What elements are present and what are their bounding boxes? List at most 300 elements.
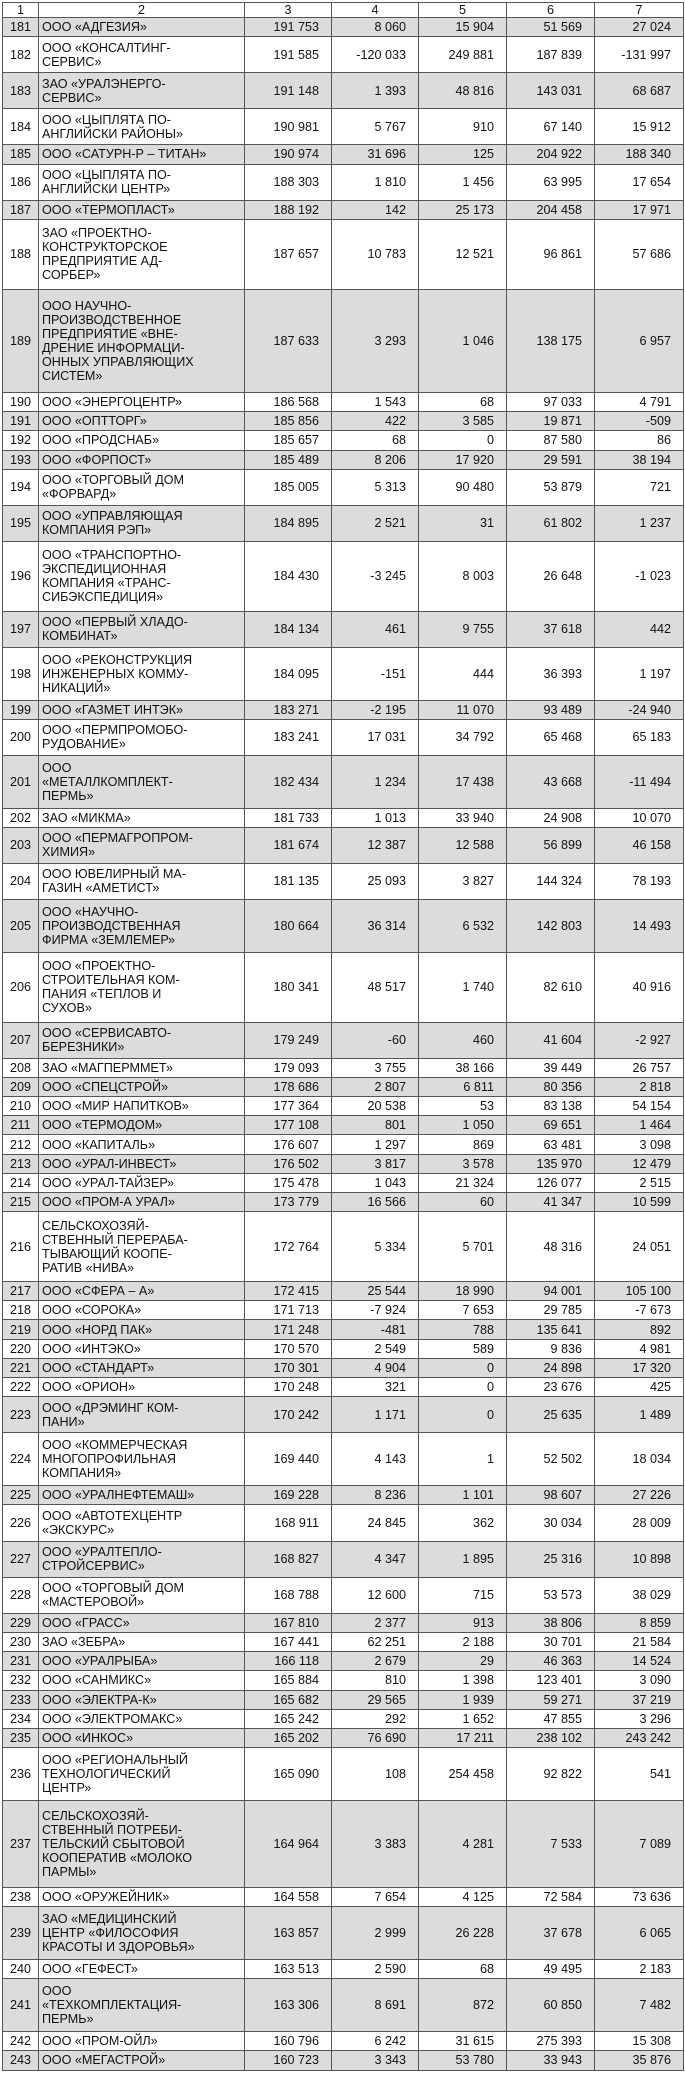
column-4-value-cell: -7 924 bbox=[332, 1301, 419, 1320]
column-4-value-cell: -151 bbox=[332, 647, 419, 700]
column-3-value-cell: 184 895 bbox=[245, 505, 332, 541]
column-4-value-cell: 17 031 bbox=[332, 719, 419, 755]
column-3-value-cell: 187 657 bbox=[245, 219, 332, 289]
company-name-cell: ООО «ЭЛЕКТРОМАКС» bbox=[39, 1709, 245, 1728]
column-7-value-cell: 14 493 bbox=[595, 899, 684, 952]
column-3-value-cell: 167 441 bbox=[245, 1632, 332, 1651]
company-name-cell: ООО «РЕКОНСТРУКЦИЯ ИНЖЕНЕРНЫХ КОММУ- НИКАЦИЙ» bbox=[39, 647, 245, 700]
column-4-value-cell: 1 297 bbox=[332, 1135, 419, 1154]
column-3-value-cell: 170 301 bbox=[245, 1358, 332, 1377]
column-3-value-cell: 163 857 bbox=[245, 1906, 332, 1959]
column-7-value-cell: 38 029 bbox=[595, 1577, 684, 1613]
column-4-value-cell: 292 bbox=[332, 1709, 419, 1728]
row-number-cell: 203 bbox=[3, 827, 39, 863]
column-6-value-cell: 187 839 bbox=[507, 37, 595, 73]
row-number-cell: 193 bbox=[3, 450, 39, 469]
column-4-value-cell: 1 013 bbox=[332, 808, 419, 827]
column-header-4: 4 bbox=[332, 3, 419, 18]
column-3-value-cell: 176 607 bbox=[245, 1135, 332, 1154]
column-5-value-cell: 254 458 bbox=[419, 1748, 507, 1801]
table-row bbox=[3, 1505, 684, 1541]
column-4-value-cell: 3 817 bbox=[332, 1154, 419, 1173]
column-6-value-cell: 126 077 bbox=[507, 1173, 595, 1192]
table-row bbox=[3, 505, 684, 541]
column-4-value-cell: 1 543 bbox=[332, 392, 419, 411]
column-4-value-cell: 36 314 bbox=[332, 899, 419, 952]
company-name-cell: ООО «ПРОМ-А УРАЛ» bbox=[39, 1193, 245, 1212]
column-7-value-cell: -24 940 bbox=[595, 700, 684, 719]
column-6-value-cell: 48 316 bbox=[507, 1212, 595, 1282]
row-number-cell: 191 bbox=[3, 412, 39, 431]
row-number-cell: 229 bbox=[3, 1613, 39, 1632]
row-number-cell: 189 bbox=[3, 289, 39, 392]
column-7-value-cell: 188 340 bbox=[595, 145, 684, 164]
company-name-cell: ООО «СФЕРА – А» bbox=[39, 1282, 245, 1301]
company-name-cell: ЗАО «МЕДИЦИНСКИЙ ЦЕНТР «ФИЛОСОФИЯ КРАСОТЫ И ЗДОРОВЬЯ» bbox=[39, 1906, 245, 1959]
column-7-value-cell: -1 023 bbox=[595, 541, 684, 611]
company-name-cell: ЗАО «ПРОЕКТНО- КОНСТРУКТОРСКОЕ ПРЕДПРИЯТИЕ АД- СОРБЕР» bbox=[39, 219, 245, 289]
column-3-value-cell: 168 827 bbox=[245, 1541, 332, 1577]
column-7-value-cell: 4 791 bbox=[595, 392, 684, 411]
column-7-value-cell: 3 296 bbox=[595, 1709, 684, 1728]
column-3-value-cell: 191 585 bbox=[245, 37, 332, 73]
row-number-cell: 195 bbox=[3, 505, 39, 541]
column-3-value-cell: 169 228 bbox=[245, 1486, 332, 1505]
column-3-value-cell: 168 788 bbox=[245, 1577, 332, 1613]
column-4-value-cell: 24 845 bbox=[332, 1505, 419, 1541]
column-6-value-cell: 59 271 bbox=[507, 1690, 595, 1709]
column-7-value-cell: 10 070 bbox=[595, 808, 684, 827]
column-6-value-cell: 29 591 bbox=[507, 450, 595, 469]
table-row bbox=[3, 37, 684, 73]
column-5-value-cell: 788 bbox=[419, 1320, 507, 1339]
row-number-cell: 209 bbox=[3, 1077, 39, 1096]
column-7-value-cell: 17 320 bbox=[595, 1358, 684, 1377]
row-number-cell: 232 bbox=[3, 1671, 39, 1690]
row-number-cell: 197 bbox=[3, 611, 39, 647]
column-7-value-cell: 892 bbox=[595, 1320, 684, 1339]
company-name-cell: ООО «УРАЛ-ИНВЕСТ» bbox=[39, 1154, 245, 1173]
column-7-value-cell: 1 237 bbox=[595, 505, 684, 541]
column-7-value-cell: 18 034 bbox=[595, 1433, 684, 1486]
column-4-value-cell: 31 696 bbox=[332, 145, 419, 164]
column-6-value-cell: 38 806 bbox=[507, 1613, 595, 1632]
column-header-5: 5 bbox=[419, 3, 507, 18]
column-7-value-cell: 17 971 bbox=[595, 200, 684, 219]
column-5-value-cell: 715 bbox=[419, 1577, 507, 1613]
column-7-value-cell: 38 194 bbox=[595, 450, 684, 469]
column-7-value-cell: 425 bbox=[595, 1378, 684, 1397]
column-5-value-cell: 1 046 bbox=[419, 289, 507, 392]
column-3-value-cell: 160 723 bbox=[245, 2050, 332, 2070]
column-7-value-cell: 40 916 bbox=[595, 952, 684, 1022]
table-row bbox=[3, 431, 684, 450]
ranking-table bbox=[2, 2, 684, 2071]
column-7-value-cell: -509 bbox=[595, 412, 684, 431]
column-7-value-cell: 10 599 bbox=[595, 1193, 684, 1212]
row-number-cell: 221 bbox=[3, 1358, 39, 1377]
column-5-value-cell: 18 990 bbox=[419, 1282, 507, 1301]
row-number-cell: 219 bbox=[3, 1320, 39, 1339]
table-body bbox=[3, 18, 684, 2071]
company-name-cell: ООО «САТУРН-Р – ТИТАН» bbox=[39, 145, 245, 164]
column-7-value-cell: 8 859 bbox=[595, 1613, 684, 1632]
column-6-value-cell: 24 908 bbox=[507, 808, 595, 827]
column-3-value-cell: 168 911 bbox=[245, 1505, 332, 1541]
company-name-cell: ООО «СОРОКА» bbox=[39, 1301, 245, 1320]
column-3-value-cell: 180 664 bbox=[245, 899, 332, 952]
column-5-value-cell: 17 438 bbox=[419, 755, 507, 808]
column-7-value-cell: 37 219 bbox=[595, 1690, 684, 1709]
column-7-value-cell: 1 197 bbox=[595, 647, 684, 700]
column-3-value-cell: 172 415 bbox=[245, 1282, 332, 1301]
column-3-value-cell: 191 753 bbox=[245, 18, 332, 37]
column-4-value-cell: 2 679 bbox=[332, 1652, 419, 1671]
company-name-cell: ООО «ПРОЕКТНО- СТРОИТЕЛЬНАЯ КОМ- ПАНИЯ «ТЕПЛОВ И СУХОВ» bbox=[39, 952, 245, 1022]
column-3-value-cell: 179 249 bbox=[245, 1022, 332, 1058]
column-6-value-cell: 30 701 bbox=[507, 1632, 595, 1651]
company-name-cell: ООО «ЭНЕРГОЦЕНТР» bbox=[39, 392, 245, 411]
column-6-value-cell: 23 676 bbox=[507, 1378, 595, 1397]
column-6-value-cell: 97 033 bbox=[507, 392, 595, 411]
column-5-value-cell: 0 bbox=[419, 1358, 507, 1377]
row-number-cell: 190 bbox=[3, 392, 39, 411]
column-3-value-cell: 165 090 bbox=[245, 1748, 332, 1801]
column-header-2: 2 bbox=[39, 3, 245, 18]
company-name-cell: ООО «ГАЗМЕТ ИНТЭК» bbox=[39, 700, 245, 719]
column-5-value-cell: 15 904 bbox=[419, 18, 507, 37]
table-row bbox=[3, 1116, 684, 1135]
row-number-cell: 241 bbox=[3, 1978, 39, 2031]
column-3-value-cell: 188 303 bbox=[245, 164, 332, 200]
column-6-value-cell: 46 363 bbox=[507, 1652, 595, 1671]
column-5-value-cell: 29 bbox=[419, 1652, 507, 1671]
company-name-cell: ООО «КОНСАЛТИНГ- СЕРВИС» bbox=[39, 37, 245, 73]
table-row bbox=[3, 1378, 684, 1397]
column-6-value-cell: 142 803 bbox=[507, 899, 595, 952]
row-number-cell: 235 bbox=[3, 1728, 39, 1747]
column-4-value-cell: 3 383 bbox=[332, 1801, 419, 1888]
column-7-value-cell: 27 024 bbox=[595, 18, 684, 37]
table-row bbox=[3, 1397, 684, 1433]
column-4-value-cell: 108 bbox=[332, 1748, 419, 1801]
column-5-value-cell: 1 740 bbox=[419, 952, 507, 1022]
column-5-value-cell: 125 bbox=[419, 145, 507, 164]
column-5-value-cell: 31 615 bbox=[419, 2031, 507, 2050]
column-4-value-cell: 2 549 bbox=[332, 1339, 419, 1358]
table-row bbox=[3, 219, 684, 289]
column-5-value-cell: 68 bbox=[419, 392, 507, 411]
column-4-value-cell: 5 334 bbox=[332, 1212, 419, 1282]
company-name-cell: ООО «ТЕРМОДОМ» bbox=[39, 1116, 245, 1135]
row-number-cell: 201 bbox=[3, 755, 39, 808]
column-4-value-cell: 3 293 bbox=[332, 289, 419, 392]
company-name-cell: ООО «ОРУЖЕЙНИК» bbox=[39, 1887, 245, 1906]
row-number-cell: 205 bbox=[3, 899, 39, 952]
column-5-value-cell: 17 920 bbox=[419, 450, 507, 469]
column-4-value-cell: 29 565 bbox=[332, 1690, 419, 1709]
company-name-cell: ЗАО «ЗЕБРА» bbox=[39, 1632, 245, 1651]
column-6-value-cell: 49 495 bbox=[507, 1959, 595, 1978]
table-row bbox=[3, 1212, 684, 1282]
column-7-value-cell: 10 898 bbox=[595, 1541, 684, 1577]
table-row bbox=[3, 1058, 684, 1077]
company-name-cell: ООО «МЕТАЛЛКОМПЛЕКТ- ПЕРМЬ» bbox=[39, 755, 245, 808]
row-number-cell: 230 bbox=[3, 1632, 39, 1651]
column-4-value-cell: 2 377 bbox=[332, 1613, 419, 1632]
column-6-value-cell: 25 635 bbox=[507, 1397, 595, 1433]
company-name-cell: ООО «ТЕХКОМПЛЕКТАЦИЯ- ПЕРМЬ» bbox=[39, 1978, 245, 2031]
column-5-value-cell: 589 bbox=[419, 1339, 507, 1358]
row-number-cell: 215 bbox=[3, 1193, 39, 1212]
column-7-value-cell: 86 bbox=[595, 431, 684, 450]
column-4-value-cell: 142 bbox=[332, 200, 419, 219]
table-row bbox=[3, 1358, 684, 1377]
row-number-cell: 225 bbox=[3, 1486, 39, 1505]
table-row bbox=[3, 1652, 684, 1671]
column-5-value-cell: 12 521 bbox=[419, 219, 507, 289]
row-number-cell: 228 bbox=[3, 1577, 39, 1613]
table-row bbox=[3, 1978, 684, 2031]
column-7-value-cell: 27 226 bbox=[595, 1486, 684, 1505]
column-5-value-cell: 9 755 bbox=[419, 611, 507, 647]
column-6-value-cell: 19 871 bbox=[507, 412, 595, 431]
column-3-value-cell: 165 682 bbox=[245, 1690, 332, 1709]
column-6-value-cell: 92 822 bbox=[507, 1748, 595, 1801]
row-number-cell: 243 bbox=[3, 2050, 39, 2070]
column-5-value-cell: 53 bbox=[419, 1097, 507, 1116]
column-7-value-cell: -131 997 bbox=[595, 37, 684, 73]
column-6-value-cell: 204 922 bbox=[507, 145, 595, 164]
column-5-value-cell: 21 324 bbox=[419, 1173, 507, 1192]
company-name-cell: ООО ЮВЕЛИРНЫЙ МА- ГАЗИН «АМЕТИСТ» bbox=[39, 863, 245, 899]
row-number-cell: 239 bbox=[3, 1906, 39, 1959]
column-5-value-cell: 60 bbox=[419, 1193, 507, 1212]
column-header-1: 1 bbox=[3, 3, 39, 18]
row-number-cell: 237 bbox=[3, 1801, 39, 1888]
column-5-value-cell: 3 578 bbox=[419, 1154, 507, 1173]
column-4-value-cell: 25 544 bbox=[332, 1282, 419, 1301]
table-row bbox=[3, 1193, 684, 1212]
column-5-value-cell: 90 480 bbox=[419, 469, 507, 505]
table-row bbox=[3, 1748, 684, 1801]
column-3-value-cell: 181 674 bbox=[245, 827, 332, 863]
table-row bbox=[3, 200, 684, 219]
column-6-value-cell: 83 138 bbox=[507, 1097, 595, 1116]
column-3-value-cell: 187 633 bbox=[245, 289, 332, 392]
company-name-cell: ООО «ПЕРМАГРОПРОМ- ХИМИЯ» bbox=[39, 827, 245, 863]
column-3-value-cell: 173 779 bbox=[245, 1193, 332, 1212]
company-name-cell: ООО «МЕГАСТРОЙ» bbox=[39, 2050, 245, 2070]
column-7-value-cell: 105 100 bbox=[595, 1282, 684, 1301]
column-5-value-cell: 1 bbox=[419, 1433, 507, 1486]
column-4-value-cell: 2 807 bbox=[332, 1077, 419, 1096]
company-name-cell: ООО «НОРД ПАК» bbox=[39, 1320, 245, 1339]
company-name-cell: ООО «КОММЕРЧЕСКАЯ МНОГОПРОФИЛЬНАЯ КОМПАНИЯ» bbox=[39, 1433, 245, 1486]
column-6-value-cell: 93 489 bbox=[507, 700, 595, 719]
company-name-cell: ООО «РЕГИОНАЛЬНЫЙ ТЕХНОЛОГИЧЕСКИЙ ЦЕНТР» bbox=[39, 1748, 245, 1801]
column-7-value-cell: 21 584 bbox=[595, 1632, 684, 1651]
column-5-value-cell: 1 456 bbox=[419, 164, 507, 200]
table-row bbox=[3, 863, 684, 899]
column-7-value-cell: 4 981 bbox=[595, 1339, 684, 1358]
column-3-value-cell: 184 430 bbox=[245, 541, 332, 611]
company-name-cell: ООО «ЦЫПЛЯТА ПО- АНГЛИЙСКИ РАЙОНЫ» bbox=[39, 109, 245, 145]
row-number-cell: 223 bbox=[3, 1397, 39, 1433]
column-4-value-cell: 62 251 bbox=[332, 1632, 419, 1651]
column-3-value-cell: 163 513 bbox=[245, 1959, 332, 1978]
column-5-value-cell: 362 bbox=[419, 1505, 507, 1541]
table-row bbox=[3, 1320, 684, 1339]
company-name-cell: ООО «УРАЛ-ТАЙЗЕР» bbox=[39, 1173, 245, 1192]
company-name-cell: ООО «ЭЛЕКТРА-К» bbox=[39, 1690, 245, 1709]
column-6-value-cell: 72 584 bbox=[507, 1887, 595, 1906]
column-3-value-cell: 167 810 bbox=[245, 1613, 332, 1632]
row-number-cell: 182 bbox=[3, 37, 39, 73]
table-row bbox=[3, 1541, 684, 1577]
column-3-value-cell: 165 242 bbox=[245, 1709, 332, 1728]
column-5-value-cell: 460 bbox=[419, 1022, 507, 1058]
column-6-value-cell: 41 347 bbox=[507, 1193, 595, 1212]
column-6-value-cell: 53 573 bbox=[507, 1577, 595, 1613]
company-name-cell: ООО «УРАЛРЫБА» bbox=[39, 1652, 245, 1671]
column-4-value-cell: 8 060 bbox=[332, 18, 419, 37]
company-name-cell: ООО «ОПТТОРГ» bbox=[39, 412, 245, 431]
table-row bbox=[3, 1339, 684, 1358]
row-number-cell: 218 bbox=[3, 1301, 39, 1320]
column-5-value-cell: 913 bbox=[419, 1613, 507, 1632]
column-6-value-cell: 37 618 bbox=[507, 611, 595, 647]
company-name-cell: ООО «ИНКОС» bbox=[39, 1728, 245, 1747]
column-6-value-cell: 87 580 bbox=[507, 431, 595, 450]
table-row bbox=[3, 1632, 684, 1651]
column-7-value-cell: 46 158 bbox=[595, 827, 684, 863]
company-name-cell: ООО «МИР НАПИТКОВ» bbox=[39, 1097, 245, 1116]
column-3-value-cell: 169 440 bbox=[245, 1433, 332, 1486]
column-3-value-cell: 165 884 bbox=[245, 1671, 332, 1690]
column-header-6: 6 bbox=[507, 3, 595, 18]
column-4-value-cell: 48 517 bbox=[332, 952, 419, 1022]
column-7-value-cell: 68 687 bbox=[595, 73, 684, 109]
company-name-cell: ООО «СТАНДАРТ» bbox=[39, 1358, 245, 1377]
column-3-value-cell: 171 248 bbox=[245, 1320, 332, 1339]
column-3-value-cell: 164 964 bbox=[245, 1801, 332, 1888]
company-name-cell: ООО «ТЕРМОПЛАСТ» bbox=[39, 200, 245, 219]
column-7-value-cell: 6 065 bbox=[595, 1906, 684, 1959]
table-row bbox=[3, 1154, 684, 1173]
column-5-value-cell: 1 398 bbox=[419, 1671, 507, 1690]
table-row bbox=[3, 145, 684, 164]
row-number-cell: 213 bbox=[3, 1154, 39, 1173]
column-5-value-cell: 25 173 bbox=[419, 200, 507, 219]
column-3-value-cell: 163 306 bbox=[245, 1978, 332, 2031]
row-number-cell: 208 bbox=[3, 1058, 39, 1077]
column-7-value-cell: 54 154 bbox=[595, 1097, 684, 1116]
column-5-value-cell: 910 bbox=[419, 109, 507, 145]
company-name-cell: ООО «ГРАСС» bbox=[39, 1613, 245, 1632]
column-4-value-cell: 1 234 bbox=[332, 755, 419, 808]
column-6-value-cell: 30 034 bbox=[507, 1505, 595, 1541]
column-4-value-cell: 4 904 bbox=[332, 1358, 419, 1377]
column-7-value-cell: 35 876 bbox=[595, 2050, 684, 2070]
row-number-cell: 196 bbox=[3, 541, 39, 611]
column-6-value-cell: 135 970 bbox=[507, 1154, 595, 1173]
table-row bbox=[3, 164, 684, 200]
column-4-value-cell: 3 343 bbox=[332, 2050, 419, 2070]
column-3-value-cell: 185 489 bbox=[245, 450, 332, 469]
column-4-value-cell: 1 393 bbox=[332, 73, 419, 109]
column-header-3: 3 bbox=[245, 3, 332, 18]
column-5-value-cell: 3 827 bbox=[419, 863, 507, 899]
column-header-7: 7 bbox=[595, 3, 684, 18]
column-5-value-cell: 68 bbox=[419, 1959, 507, 1978]
table-row bbox=[3, 647, 684, 700]
column-3-value-cell: 185 005 bbox=[245, 469, 332, 505]
column-4-value-cell: 12 600 bbox=[332, 1577, 419, 1613]
column-5-value-cell: 444 bbox=[419, 647, 507, 700]
column-3-value-cell: 188 192 bbox=[245, 200, 332, 219]
column-6-value-cell: 47 855 bbox=[507, 1709, 595, 1728]
table-row bbox=[3, 73, 684, 109]
company-name-cell: ООО «ТОРГОВЫЙ ДОМ «МАСТЕРОВОЙ» bbox=[39, 1577, 245, 1613]
column-3-value-cell: 179 093 bbox=[245, 1058, 332, 1077]
row-number-cell: 231 bbox=[3, 1652, 39, 1671]
table-row bbox=[3, 1959, 684, 1978]
column-6-value-cell: 204 458 bbox=[507, 200, 595, 219]
company-name-cell: ООО «ПРОДСНАБ» bbox=[39, 431, 245, 450]
column-5-value-cell: 26 228 bbox=[419, 1906, 507, 1959]
table-row bbox=[3, 289, 684, 392]
company-name-cell: ООО «ТРАНСПОРТНО- ЭКСПЕДИЦИОННАЯ КОМПАНИЯ «ТРАНС- СИБЭКСПЕДИЦИЯ» bbox=[39, 541, 245, 611]
table-row bbox=[3, 1301, 684, 1320]
column-4-value-cell: 2 590 bbox=[332, 1959, 419, 1978]
company-name-cell: ЗАО «МИКМА» bbox=[39, 808, 245, 827]
table-row bbox=[3, 1282, 684, 1301]
company-name-cell: ООО «ГЕФЕСТ» bbox=[39, 1959, 245, 1978]
row-number-cell: 222 bbox=[3, 1378, 39, 1397]
table-row bbox=[3, 2050, 684, 2070]
column-3-value-cell: 182 434 bbox=[245, 755, 332, 808]
table-row bbox=[3, 827, 684, 863]
column-4-value-cell: 76 690 bbox=[332, 1728, 419, 1747]
column-7-value-cell: 57 686 bbox=[595, 219, 684, 289]
column-6-value-cell: 41 604 bbox=[507, 1022, 595, 1058]
row-number-cell: 210 bbox=[3, 1097, 39, 1116]
column-6-value-cell: 7 533 bbox=[507, 1801, 595, 1888]
column-4-value-cell: 20 538 bbox=[332, 1097, 419, 1116]
column-6-value-cell: 24 898 bbox=[507, 1358, 595, 1377]
column-4-value-cell: -60 bbox=[332, 1022, 419, 1058]
column-3-value-cell: 176 502 bbox=[245, 1154, 332, 1173]
column-4-value-cell: 2 999 bbox=[332, 1906, 419, 1959]
row-number-cell: 226 bbox=[3, 1505, 39, 1541]
column-7-value-cell: 28 009 bbox=[595, 1505, 684, 1541]
table-row bbox=[3, 755, 684, 808]
company-name-cell: ООО «ТОРГОВЫЙ ДОМ «ФОРВАРД» bbox=[39, 469, 245, 505]
column-7-value-cell: 65 183 bbox=[595, 719, 684, 755]
column-6-value-cell: 144 324 bbox=[507, 863, 595, 899]
column-5-value-cell: 11 070 bbox=[419, 700, 507, 719]
column-6-value-cell: 25 316 bbox=[507, 1541, 595, 1577]
row-number-cell: 233 bbox=[3, 1690, 39, 1709]
column-4-value-cell: 4 143 bbox=[332, 1433, 419, 1486]
row-number-cell: 204 bbox=[3, 863, 39, 899]
company-name-cell: ООО «ИНТЭКО» bbox=[39, 1339, 245, 1358]
column-3-value-cell: 185 657 bbox=[245, 431, 332, 450]
column-4-value-cell: 3 755 bbox=[332, 1058, 419, 1077]
column-7-value-cell: 7 482 bbox=[595, 1978, 684, 2031]
company-name-cell: ООО «АДГЕЗИЯ» bbox=[39, 18, 245, 37]
